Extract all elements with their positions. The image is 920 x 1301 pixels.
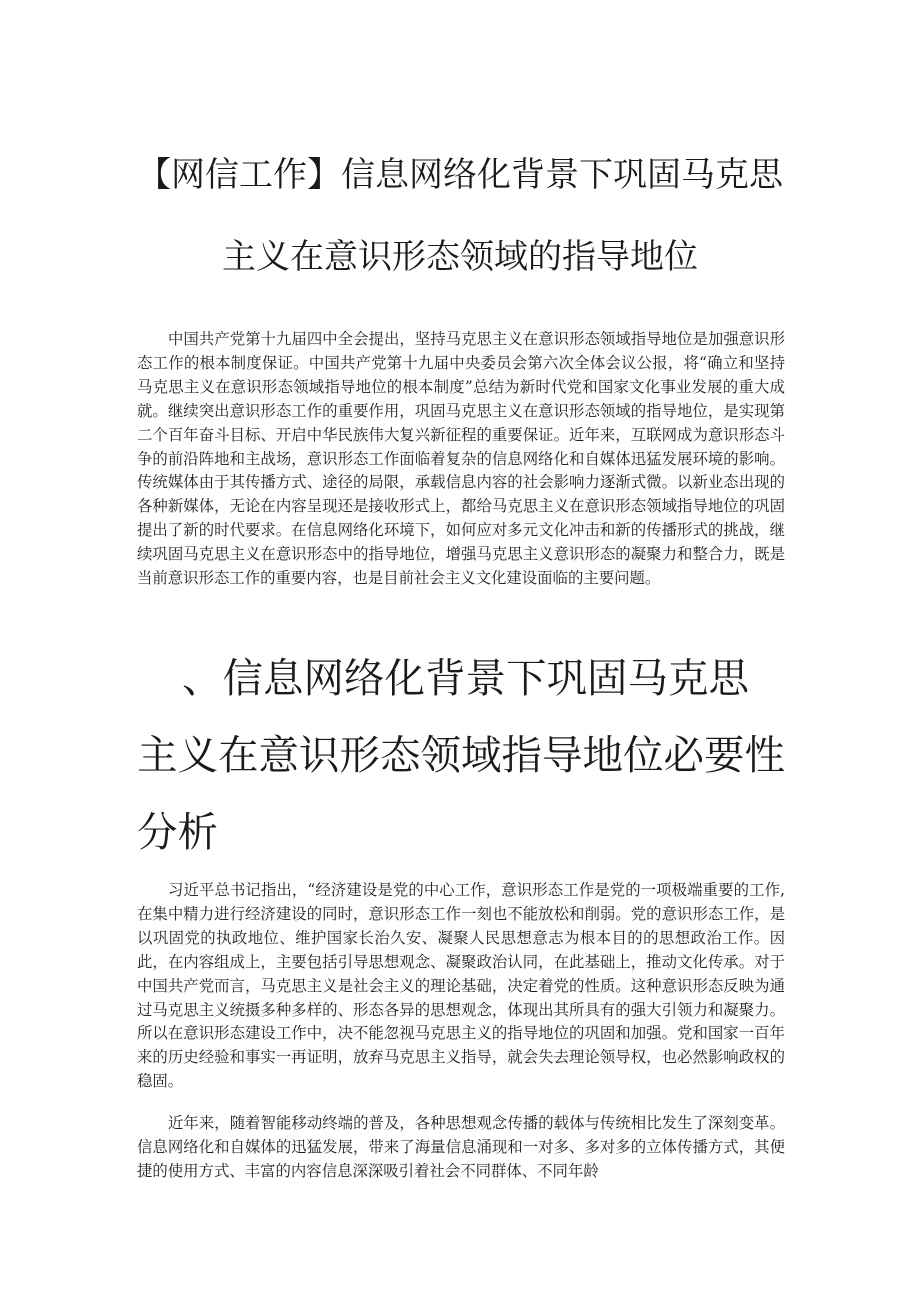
section-heading: 、信息网络化背景下巩固马克思主义在意识形态领域指导地位必要性分析	[137, 654, 785, 856]
document-title: 【网信工作】信息网络化背景下巩固马克思主义在意识形态领域的指导地位	[137, 155, 783, 277]
body-paragraph: 习近平总书记指出，“经济建设是党的中心工作，意识形态工作是党的一项极端重要的工作,在集中精力进行经济建设的同时，意识形态工作一刻也不能放松和削弱。党的意识形态工作，是以巩固党的执政地位、维护国家长治久安、凝聚人民思想意志为根本目的的思想政治工作。因此，在内容组成上，主要包括引导思想观念、凝聚政治认同，在此基础上，推动文化传承。对于中国共产党而言，马克思主义是社会主义的理论基础，决定着党的性质。这种意识形态反映为通过马克思主义统摄多种多样的、形态各异的思想观念，体现出其所具有的强大引领力和凝聚力。所以在意识形态建设工作中，决不能忽视马克思主义的指导地位的巩固和加强。党和国家一百年来的历史经验和事实一再证明，放弃马克思主义指导，就会失去理论领导权，也必然影响政权的稳固。	[137, 881, 785, 1091]
body-paragraph: 近年来，随着智能移动终端的普及，各种思想观念传播的载体与传统相比发生了深刻变革。信息网络化和自媒体的迅猛发展，带来了海量信息涌现和一对多、多对多的立体传播方式，其便捷的使用方式、丰富的内容信息深深吸引着社会不同群体、不同年龄	[137, 1114, 785, 1180]
intro-paragraph: 中国共产党第十九届四中全会提出，坚持马克思主义在意识形态领域指导地位是加强意识形态工作的根本制度保证。中国共产党第十九届中央委员会第六次全体会议公报，将“确立和坚持马克思主义在意识形态领域指导地位的根本制度”总结为新时代党和国家文化事业发展的重大成就。继续突出意识形态工作的重要作用，巩固马克思主义在意识形态领域的指导地位，是实现第二个百年奋斗目标、开启中华民族伟大复兴新征程的重要保证。近年来，互联网成为意识形态斗争的前沿阵地和主战场，意识形态工作面临着复杂的信息网络化和自媒体迅猛发展环境的影响。传统媒体由于其传播方式、途径的局限，承载信息内容的社会影响力逐渐式微。以新业态出现的各种新媒体，无论在内容呈现还是接收形式上，都给马克思主义在意识形态领域指导地位的巩固提出了新的时代要求。在信息网络化环境下，如何应对多元文化冲击和新的传播形式的挑战，继续巩固马克思主义在意识形态中的指导地位，增强马克思主义意识形态的凝聚力和整合力，既是当前意识形态工作的重要内容，也是目前社会主义文化建设面临的主要问题。	[137, 330, 785, 588]
